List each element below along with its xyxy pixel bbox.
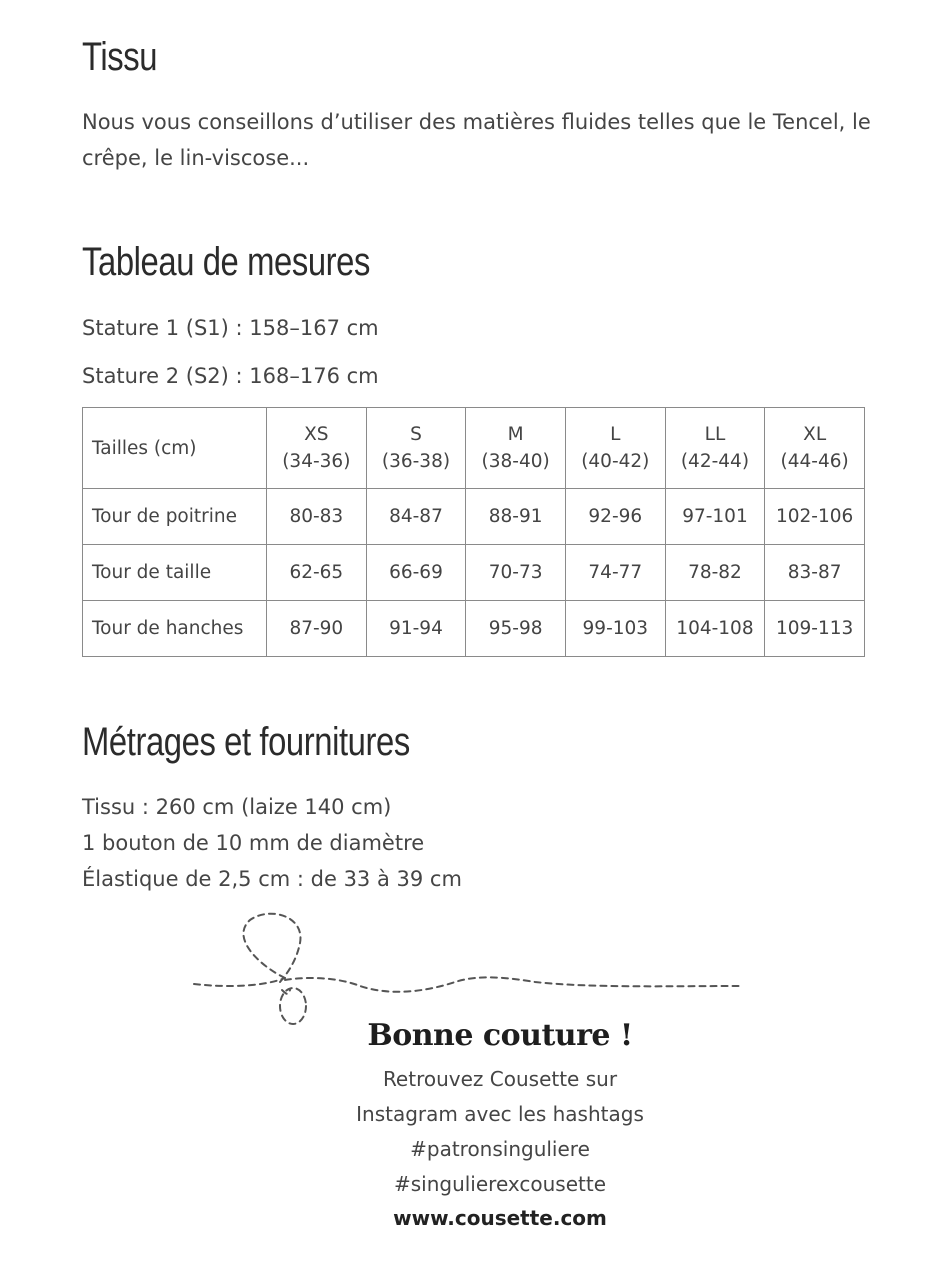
size-code: LL xyxy=(704,424,726,445)
size-code: XL xyxy=(803,424,827,445)
size-range: (34-36) xyxy=(282,451,351,472)
metrages-line-3: Élastique de 2,5 cm : de 33 à 39 cm xyxy=(82,867,462,891)
size-range: (42-44) xyxy=(680,451,750,472)
table-row xyxy=(83,489,865,545)
hashtag-2: #singulierexcousette xyxy=(393,1172,607,1196)
size-range: (44-46) xyxy=(780,451,849,472)
size-header-xs xyxy=(267,408,367,489)
size-corner-label: Tailles (cm) xyxy=(83,408,267,489)
closing-line-1: Retrouvez Cousette sur xyxy=(382,1067,618,1091)
size-header-row xyxy=(83,408,865,489)
stature-2: Stature 2 (S2) : 168–176 cm xyxy=(82,364,379,388)
metrages-line-1: Tissu : 260 cm (laize 140 cm) xyxy=(82,795,392,819)
bonne-couture-title: Bonne couture ! xyxy=(367,1018,633,1053)
size-header-s xyxy=(366,408,466,489)
table-row xyxy=(83,545,865,601)
tissu-heading: Tissu xyxy=(82,35,158,79)
tissu-text: Nous vous conseillons d’utiliser des matières fluides telles que le Tencel, le crêpe, le lin-viscose... xyxy=(82,110,871,170)
size-code: XS xyxy=(304,424,329,445)
measurement-value: 97-101 xyxy=(665,489,765,545)
measurement-label: Tour de taille xyxy=(83,545,267,601)
hashtag-1: #patronsinguliere xyxy=(410,1137,590,1161)
measurement-label: Tour de poitrine xyxy=(83,489,267,545)
measurement-value: 109-113 xyxy=(765,601,865,657)
size-header-ll xyxy=(665,408,765,489)
closing-line-2: Instagram avec les hashtags xyxy=(356,1102,644,1126)
measurement-value: 70-73 xyxy=(466,545,566,601)
measurement-value: 74-77 xyxy=(565,545,665,601)
measurement-value: 80-83 xyxy=(267,489,367,545)
size-code: M xyxy=(507,424,524,445)
stature-1: Stature 1 (S1) : 158–167 cm xyxy=(82,316,379,340)
measurement-value: 87-90 xyxy=(267,601,367,657)
size-range: (36-38) xyxy=(381,451,451,472)
size-range: (38-40) xyxy=(481,451,550,472)
measurement-value: 62-65 xyxy=(267,545,367,601)
size-header-xl xyxy=(765,408,865,489)
measurement-value: 66-69 xyxy=(366,545,466,601)
size-code: S xyxy=(410,424,422,445)
website-link[interactable]: www.cousette.com xyxy=(393,1206,607,1230)
size-header-m xyxy=(466,408,566,489)
measurement-value: 88-91 xyxy=(466,489,566,545)
size-header-l xyxy=(565,408,665,489)
table-row xyxy=(83,601,865,657)
metrages-heading: Métrages et fournitures xyxy=(82,720,410,764)
measurement-value: 104-108 xyxy=(665,601,765,657)
size-table xyxy=(82,407,865,657)
scissors-dashed-icon xyxy=(190,908,750,1033)
metrages-line-2: 1 bouton de 10 mm de diamètre xyxy=(82,831,425,855)
measurement-value: 91-94 xyxy=(366,601,466,657)
measurement-value: 95-98 xyxy=(466,601,566,657)
measurement-value: 102-106 xyxy=(765,489,865,545)
size-range: (40-42) xyxy=(581,451,650,472)
measurement-value: 78-82 xyxy=(665,545,765,601)
measurement-value: 83-87 xyxy=(765,545,865,601)
measurement-label: Tour de hanches xyxy=(83,601,267,657)
measurement-value: 99-103 xyxy=(565,601,665,657)
size-code: L xyxy=(610,424,621,445)
measurement-value: 84-87 xyxy=(366,489,466,545)
mesures-heading: Tableau de mesures xyxy=(82,240,370,284)
measurement-value: 92-96 xyxy=(565,489,665,545)
